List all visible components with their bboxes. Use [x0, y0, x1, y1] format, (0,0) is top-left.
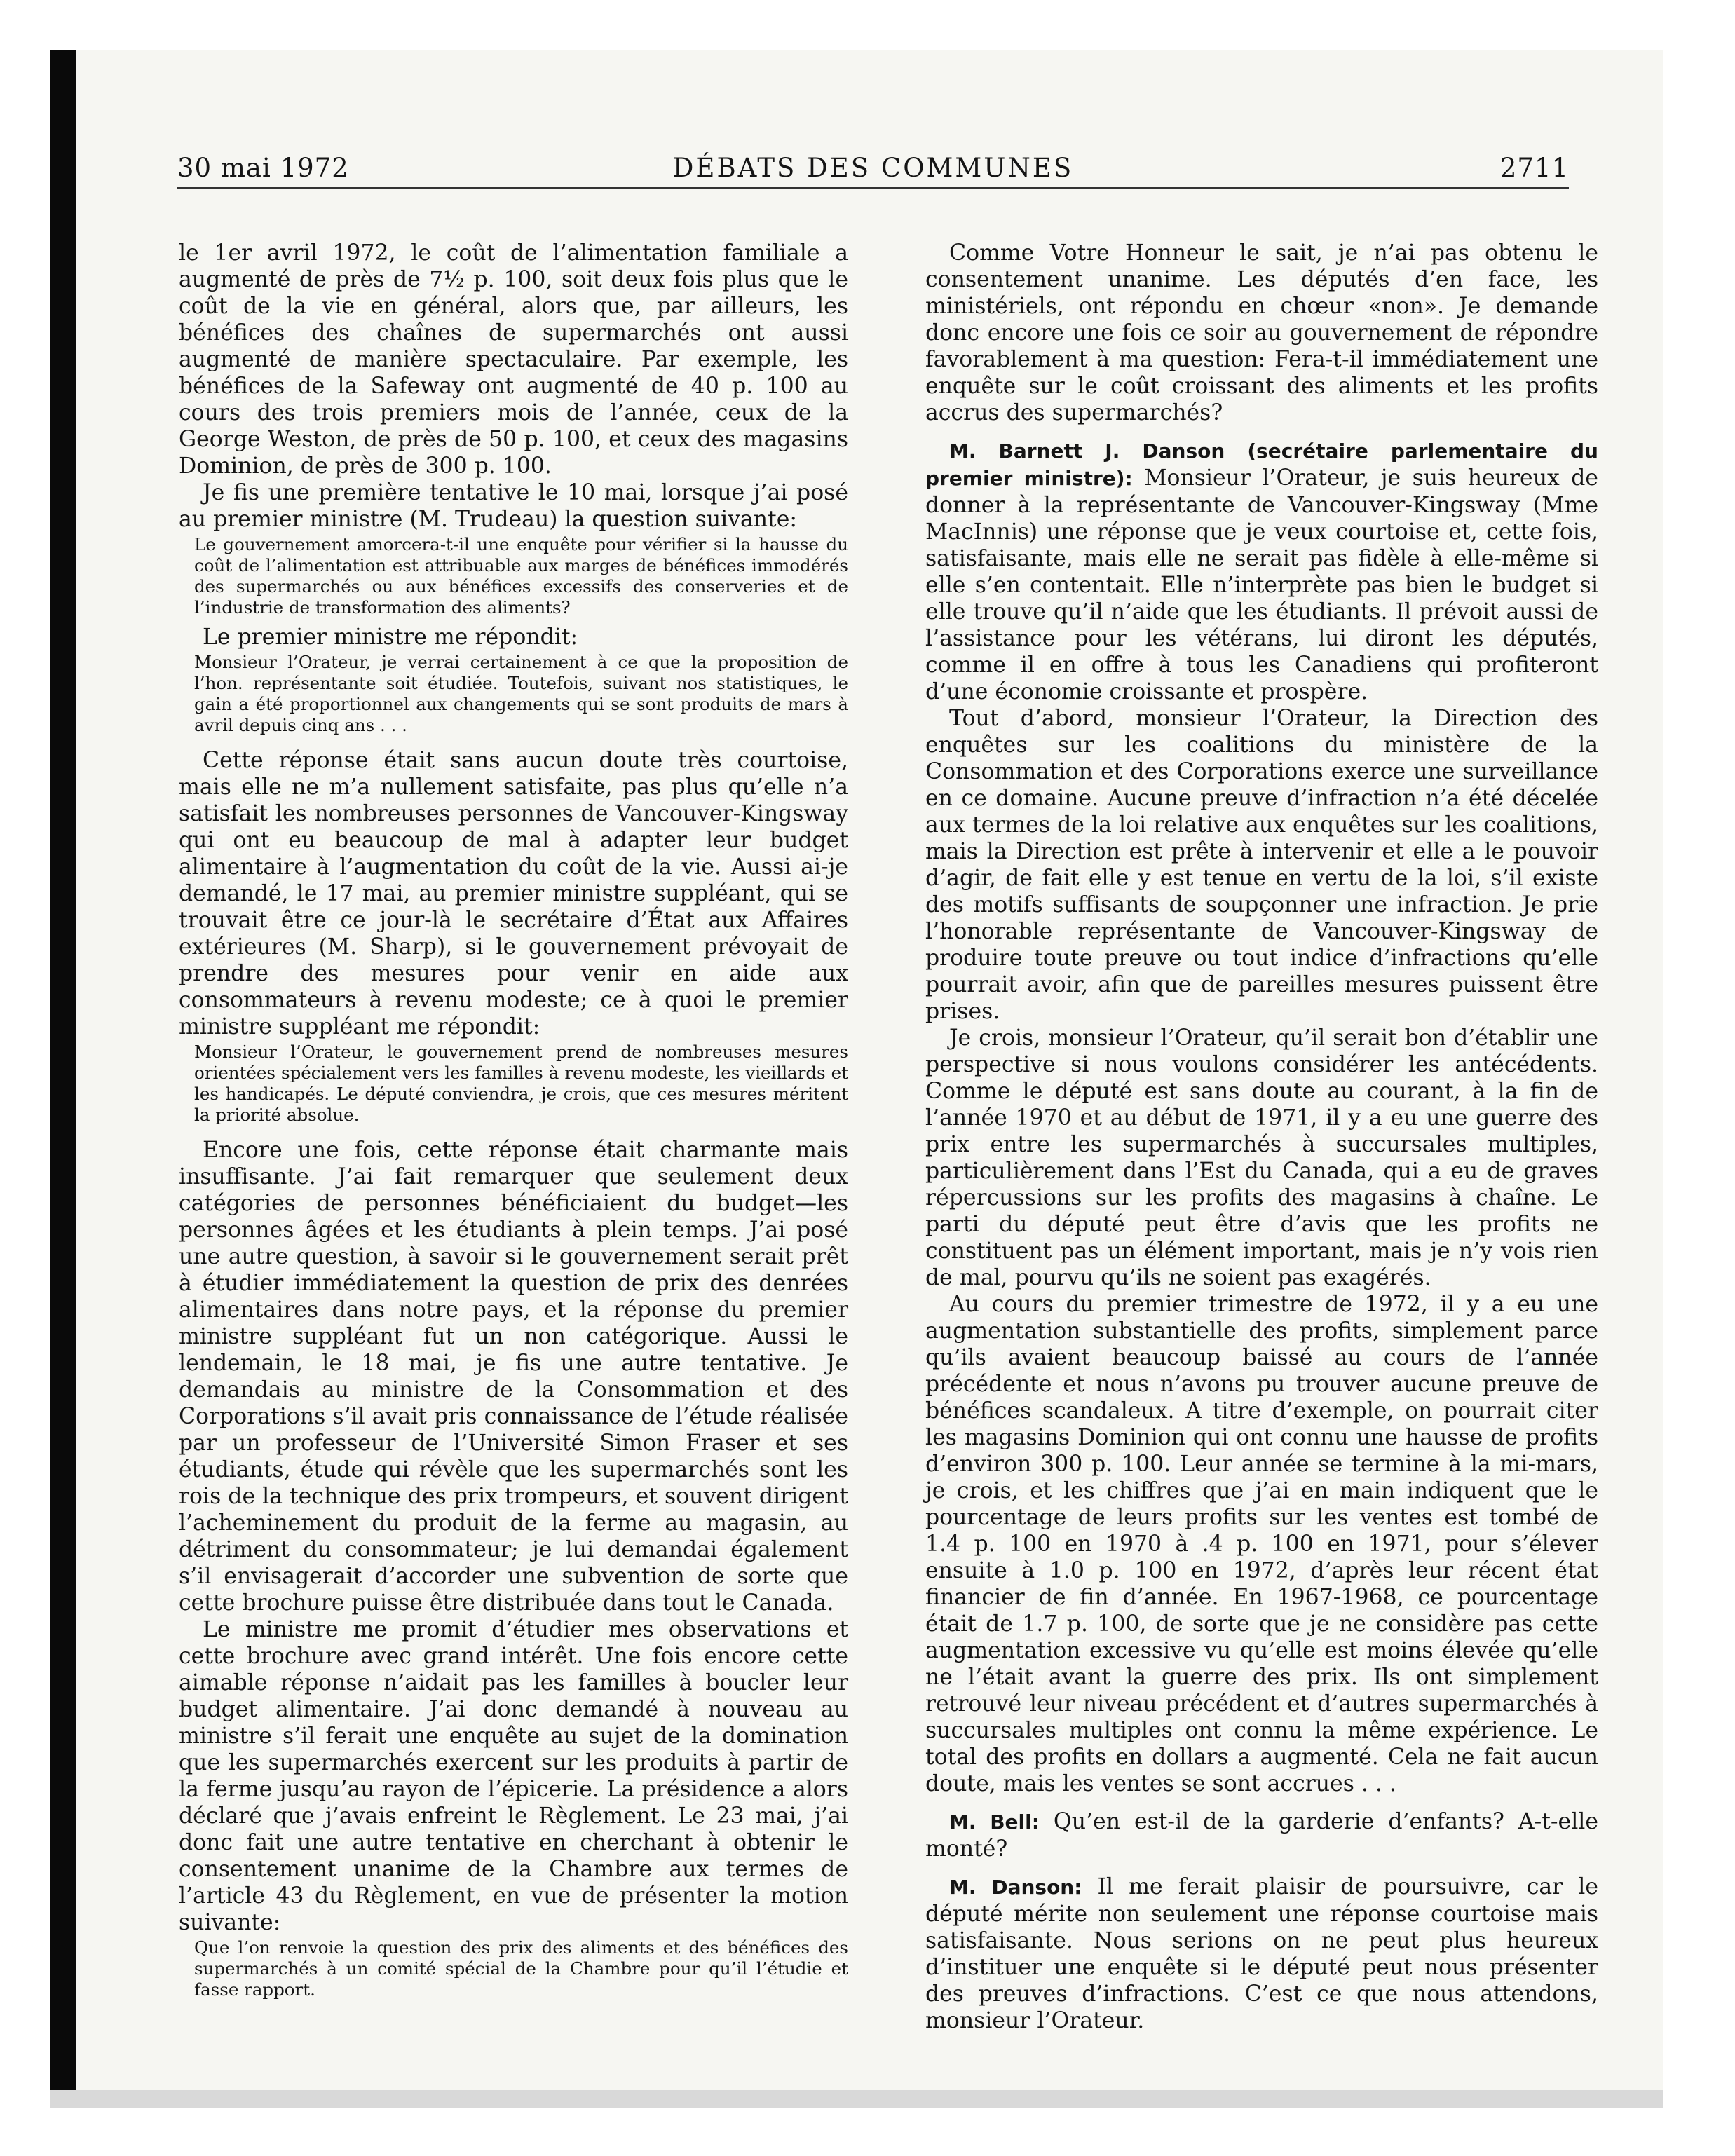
- block-quote: Monsieur l’Orateur, le gouvernement prend de nombreuses mesures orientées spécialement vers les familles à revenu modeste, les vieillards et les handicapés. Le député conviendra, je crois, que ces mesures méritent la priorité absolue.: [194, 1042, 848, 1125]
- speech-paragraph: [925, 437, 1598, 705]
- paragraph: Je fis une première tentative le 10 mai, lorsque j’ai posé au premier ministre (M. Trudeau) la question suivante:: [179, 480, 848, 532]
- paragraph: Comme Votre Honneur le sait, je n’ai pas obtenu le consentement unanime. Les députés d’en face, les ministériels, ont répondu en chœur «non». Je demande donc encore une fois ce soir au gouvernement de répondre favorablement à ma question: Fera-t-il immédiatement une enquête sur le coût croissant des aliments et les profits accrus des supermarchés?: [925, 240, 1598, 425]
- paragraph: Je crois, monsieur l’Orateur, qu’il serait bon d’établir une perspective si nous voulons considérer les antécédents. Comme le député est sans doute au courant, à la fin de l’année 1970 et au début de 1971, il y a eu une guerre des prix entre les supermarchés à succursales multiples, particulièrement dans l’Est du Canada, qui a eu de graves répercussions sur les profits des magasins à chaîne. Le parti du député peut être d’avis que les profits ne constituent pas un élément important, mais je n’y vois rien de mal, pourvu qu’ils ne soient pas exagérés.: [925, 1025, 1598, 1290]
- header-date: 30 mai 1972: [177, 153, 349, 183]
- paragraph: Au cours du premier trimestre de 1972, il y a eu une augmentation substantielle des profits, simplement parce qu’ils avaient beaucoup baissé au cours de l’année précédente et nous n’avons pu trouver aucune preuve de bénéfices scandaleux. A titre d’exemple, on pourrait citer les magasins Dominion qui ont connu une hausse de profits d’environ 300 p. 100. Leur année se termine à la mi-mars, je crois, et les chiffres que j’ai en main indiquent que le pourcentage de leurs profits sur les ventes est tombé de 1.4 p. 100 en 1970 à .4 p. 100 en 1971, pour s’élever ensuite à 1.0 p. 100 en 1972, d’après leur récent état financier de fin d’année. En 1967-1968, ce pourcentage était de 1.7 p. 100, de sorte que je ne considère pas cette augmentation excessive vu qu’elle est moins élevée qu’elle ne l’était avant la guerre des prix. Ils ont simplement retrouvé leur niveau précédent et d’autres supermarchés à succursales multiples ont connu la même expérience. Le total des profits en dollars a augmenté. Cela ne fait aucun doute, mais les ventes se sont accrues . . .: [925, 1292, 1598, 1796]
- speech-text: Il me ferait plaisir de poursuivre, car le député mérite non seulement une réponse courtoise mais satisfaisante. Nous serions on ne peut plus heureux d’instituer une enquête si le député peut nous présenter des preuves d’infractions. C’est ce que nous attendons, monsieur l’Orateur.: [925, 1874, 1598, 2033]
- running-header: [177, 146, 1569, 189]
- scan-border-bottom: [50, 2090, 1663, 2108]
- scan-border-left: [50, 50, 76, 2108]
- document-page: [76, 50, 1663, 2090]
- speech-paragraph: [925, 1808, 1598, 1862]
- paragraph: Tout d’abord, monsieur l’Orateur, la Direction des enquêtes sur les coalitions du ministère de la Consommation et des Corporations exerce une surveillance en ce domaine. Aucune preuve d’infraction n’a été décelée aux termes de la loi relative aux enquêtes sur les coalitions, mais la Direction est prête à intervenir et elle a le pouvoir d’agir, de fait elle y est tenue en vertu de la loi, s’il existe des motifs suffisants de soupçonner une infraction. Je prie l’honorable représentante de Vancouver-Kingsway de produire toute preuve ou tout indice d’infractions qu’elle pourrait avoir, afin que de pareilles mesures puissent être prises.: [925, 706, 1598, 1024]
- block-quote: Monsieur l’Orateur, je verrai certainement à ce que la proposition de l’hon. représentante soit étudiée. Toutefois, suivant nos statistiques, le gain a été proportionnel aux changements qui se sont produits de mars à avril depuis cinq ans . . .: [194, 652, 848, 735]
- left-column: [179, 240, 848, 2006]
- speaker-name: M. Bell:: [949, 1810, 1040, 1834]
- paragraph: Le ministre me promit d’étudier mes observations et cette brochure avec grand intérêt. Une fois encore cette aimable réponse n’aidait pas les familles à boucler leur budget alimentaire. J’ai donc demandé à nouveau au ministre s’il ferait une enquête au sujet de la domination que les supermarchés exercent sur les produits à partir de la ferme jusqu’au rayon de l’épicerie. La présidence a alors déclaré que j’avais enfreint le Règlement. Le 23 mai, j’ai donc fait une autre tentative en cherchant à obtenir le consentement unanime de la Chambre aux termes de l’article 43 du Règlement, en vue de présenter la motion suivante:: [179, 1617, 848, 1935]
- speech-text: Monsieur l’Orateur, je suis heureux de donner à la représentante de Vancouver-Kingsway (Mme MacInnis) une réponse que je veux courtoise et, cette fois, satisfaisante, mais elle ne serait pas fidèle à elle-même si elle s’en contentait. Elle n’interprète pas bien le budget si elle trouve qu’il n’aide que les étudiants. Il prévoit aussi de l’assistance pour les vétérans, lui diront les députés, comme il en offre à tous les Canadiens qui profiteront d’une économie croissante et prospère.: [925, 465, 1598, 704]
- paragraph: Le premier ministre me répondit:: [203, 625, 578, 650]
- page-number: 2711: [1499, 153, 1569, 183]
- speaker-name: M. Danson:: [949, 1876, 1082, 1899]
- speech-text: Qu’en est-il de la garderie d’enfants? A-t-elle monté?: [925, 1809, 1598, 1862]
- paragraph: Cette réponse était sans aucun doute très courtoise, mais elle ne m’a nullement satisfaite, pas plus qu’elle n’a satisfait les nombreuses personnes de Vancouver-Kingsway qui ont eu beaucoup de mal à adapter leur budget alimentaire à l’augmentation du coût de la vie. Aussi ai-je demandé, le 17 mai, au premier ministre suppléant, qui se trouvait être ce jour-là le secrétaire d’État aux Affaires extérieures (M. Sharp), si le gouvernement prévoyait de prendre des mesures pour venir en aide aux consommateurs à revenu modeste; ce à quoi le premier ministre suppléant me répondit:: [179, 748, 848, 1039]
- speech-paragraph: [925, 1874, 1598, 2034]
- header-rule: [177, 187, 1569, 189]
- paragraph: le 1er avril 1972, le coût de l’alimentation familiale a augmenté de près de 7½ p. 100, soit deux fois plus que le coût de la vie en général, alors que, par ailleurs, les bénéfices des chaînes de supermarchés ont aussi augmenté de manière spectaculaire. Par exemple, les bénéfices de la Safeway ont augmenté de 40 p. 100 au cours des trois premiers mois de l’année, ceux de la George Weston, de près de 50 p. 100, et ceux des magasins Dominion, de près de 300 p. 100.: [179, 240, 848, 479]
- paragraph: Encore une fois, cette réponse était charmante mais insuffisante. J’ai fait remarquer que seulement deux catégories de personnes bénéficiaient du budget—les personnes âgées et les étudiants à plein temps. J’ai posé une autre question, à savoir si le gouvernement serait prêt à étudier immédiatement la question de prix des denrées alimentaires dans notre pays, et la réponse du premier ministre suppléant fut un non catégorique. Aussi le lendemain, le 18 mai, je fis une autre tentative. Je demandais au ministre de la Consommation et des Corporations s’il avait pris connaissance de l’étude réalisée par un professeur de l’Université Simon Fraser et ses étudiants, étude qui révèle que les supermarchés sont les rois de la technique des prix trompeurs, et souvent dirigent l’acheminement du produit de la ferme au magasin, au détriment du consommateur; je lui demandai également s’il envisagerait d’accorder une subvention de sorte que cette brochure puisse être distribuée dans tout le Canada.: [179, 1138, 848, 1616]
- right-column: [925, 240, 1598, 2034]
- header-title: DÉBATS DES COMMUNES: [672, 153, 1074, 183]
- block-quote: Que l’on renvoie la question des prix des aliments et des bénéfices des supermarchés à un comité spécial de la Chambre pour qu’il l’étudie et fasse rapport.: [194, 1937, 848, 2000]
- speaker-name: M. Barnett J. Danson (secrétaire parlementaire du premier ministre):: [925, 439, 1598, 490]
- block-quote: Le gouvernement amorcera-t-il une enquête pour vérifier si la hausse du coût de l’alimentation est attribuable aux marges de bénéfices immodérés des supermarchés ou aux bénéfices excessifs des conserveries et de l’industrie de transformation des aliments?: [194, 534, 848, 618]
